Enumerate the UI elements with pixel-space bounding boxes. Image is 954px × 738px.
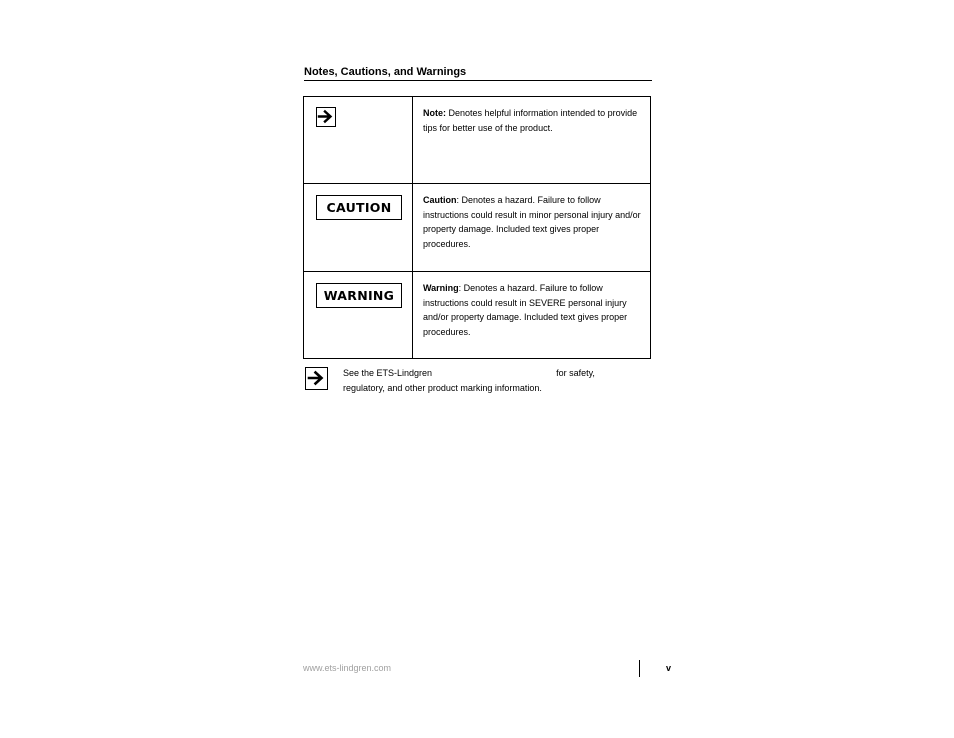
page-number: v bbox=[666, 663, 672, 673]
warning-text: : Denotes a hazard. Failure to follow instructions could result in SEVERE personal injury and/or property damage. Included text gives proper procedures. bbox=[423, 283, 628, 337]
footer-url[interactable]: www.ets-lindgren.com bbox=[303, 663, 392, 673]
see-reference-text bbox=[343, 366, 643, 396]
caution-row bbox=[304, 184, 650, 272]
warning-badge-text: WARNING bbox=[323, 288, 395, 303]
section-heading: Notes, Cautions, and Warnings bbox=[304, 65, 652, 81]
caution-description bbox=[413, 184, 650, 271]
caution-icon-cell bbox=[304, 184, 413, 271]
warning-icon-cell bbox=[304, 272, 413, 358]
see-text-part2: for safety, bbox=[556, 368, 595, 378]
arrow-right-icon bbox=[305, 367, 328, 390]
caution-badge-icon bbox=[316, 195, 402, 220]
see-text-part1: See the ETS-Lindgren bbox=[343, 368, 433, 378]
footer-divider bbox=[639, 660, 640, 677]
arrow-right-icon bbox=[316, 107, 336, 127]
see-text-part3: regulatory, and other product marking information. bbox=[343, 383, 542, 393]
warning-description bbox=[413, 272, 650, 358]
caution-badge-text: CAUTION bbox=[326, 200, 392, 215]
warning-badge-icon bbox=[316, 283, 402, 308]
note-text: Denotes helpful information intended to provide tips for better use of the product. bbox=[423, 108, 638, 133]
note-description bbox=[413, 97, 650, 183]
warning-row bbox=[304, 272, 650, 358]
warning-label: Warning bbox=[423, 283, 459, 293]
caution-label: Caution bbox=[423, 195, 457, 205]
caution-text: : Denotes a hazard. Failure to follow instructions could result in minor personal injury and/or property damage. Included text gives proper procedures. bbox=[423, 195, 641, 249]
notes-table bbox=[303, 96, 651, 359]
note-icon-cell bbox=[304, 97, 413, 183]
note-label: Note: bbox=[423, 108, 446, 118]
note-row bbox=[304, 97, 650, 184]
